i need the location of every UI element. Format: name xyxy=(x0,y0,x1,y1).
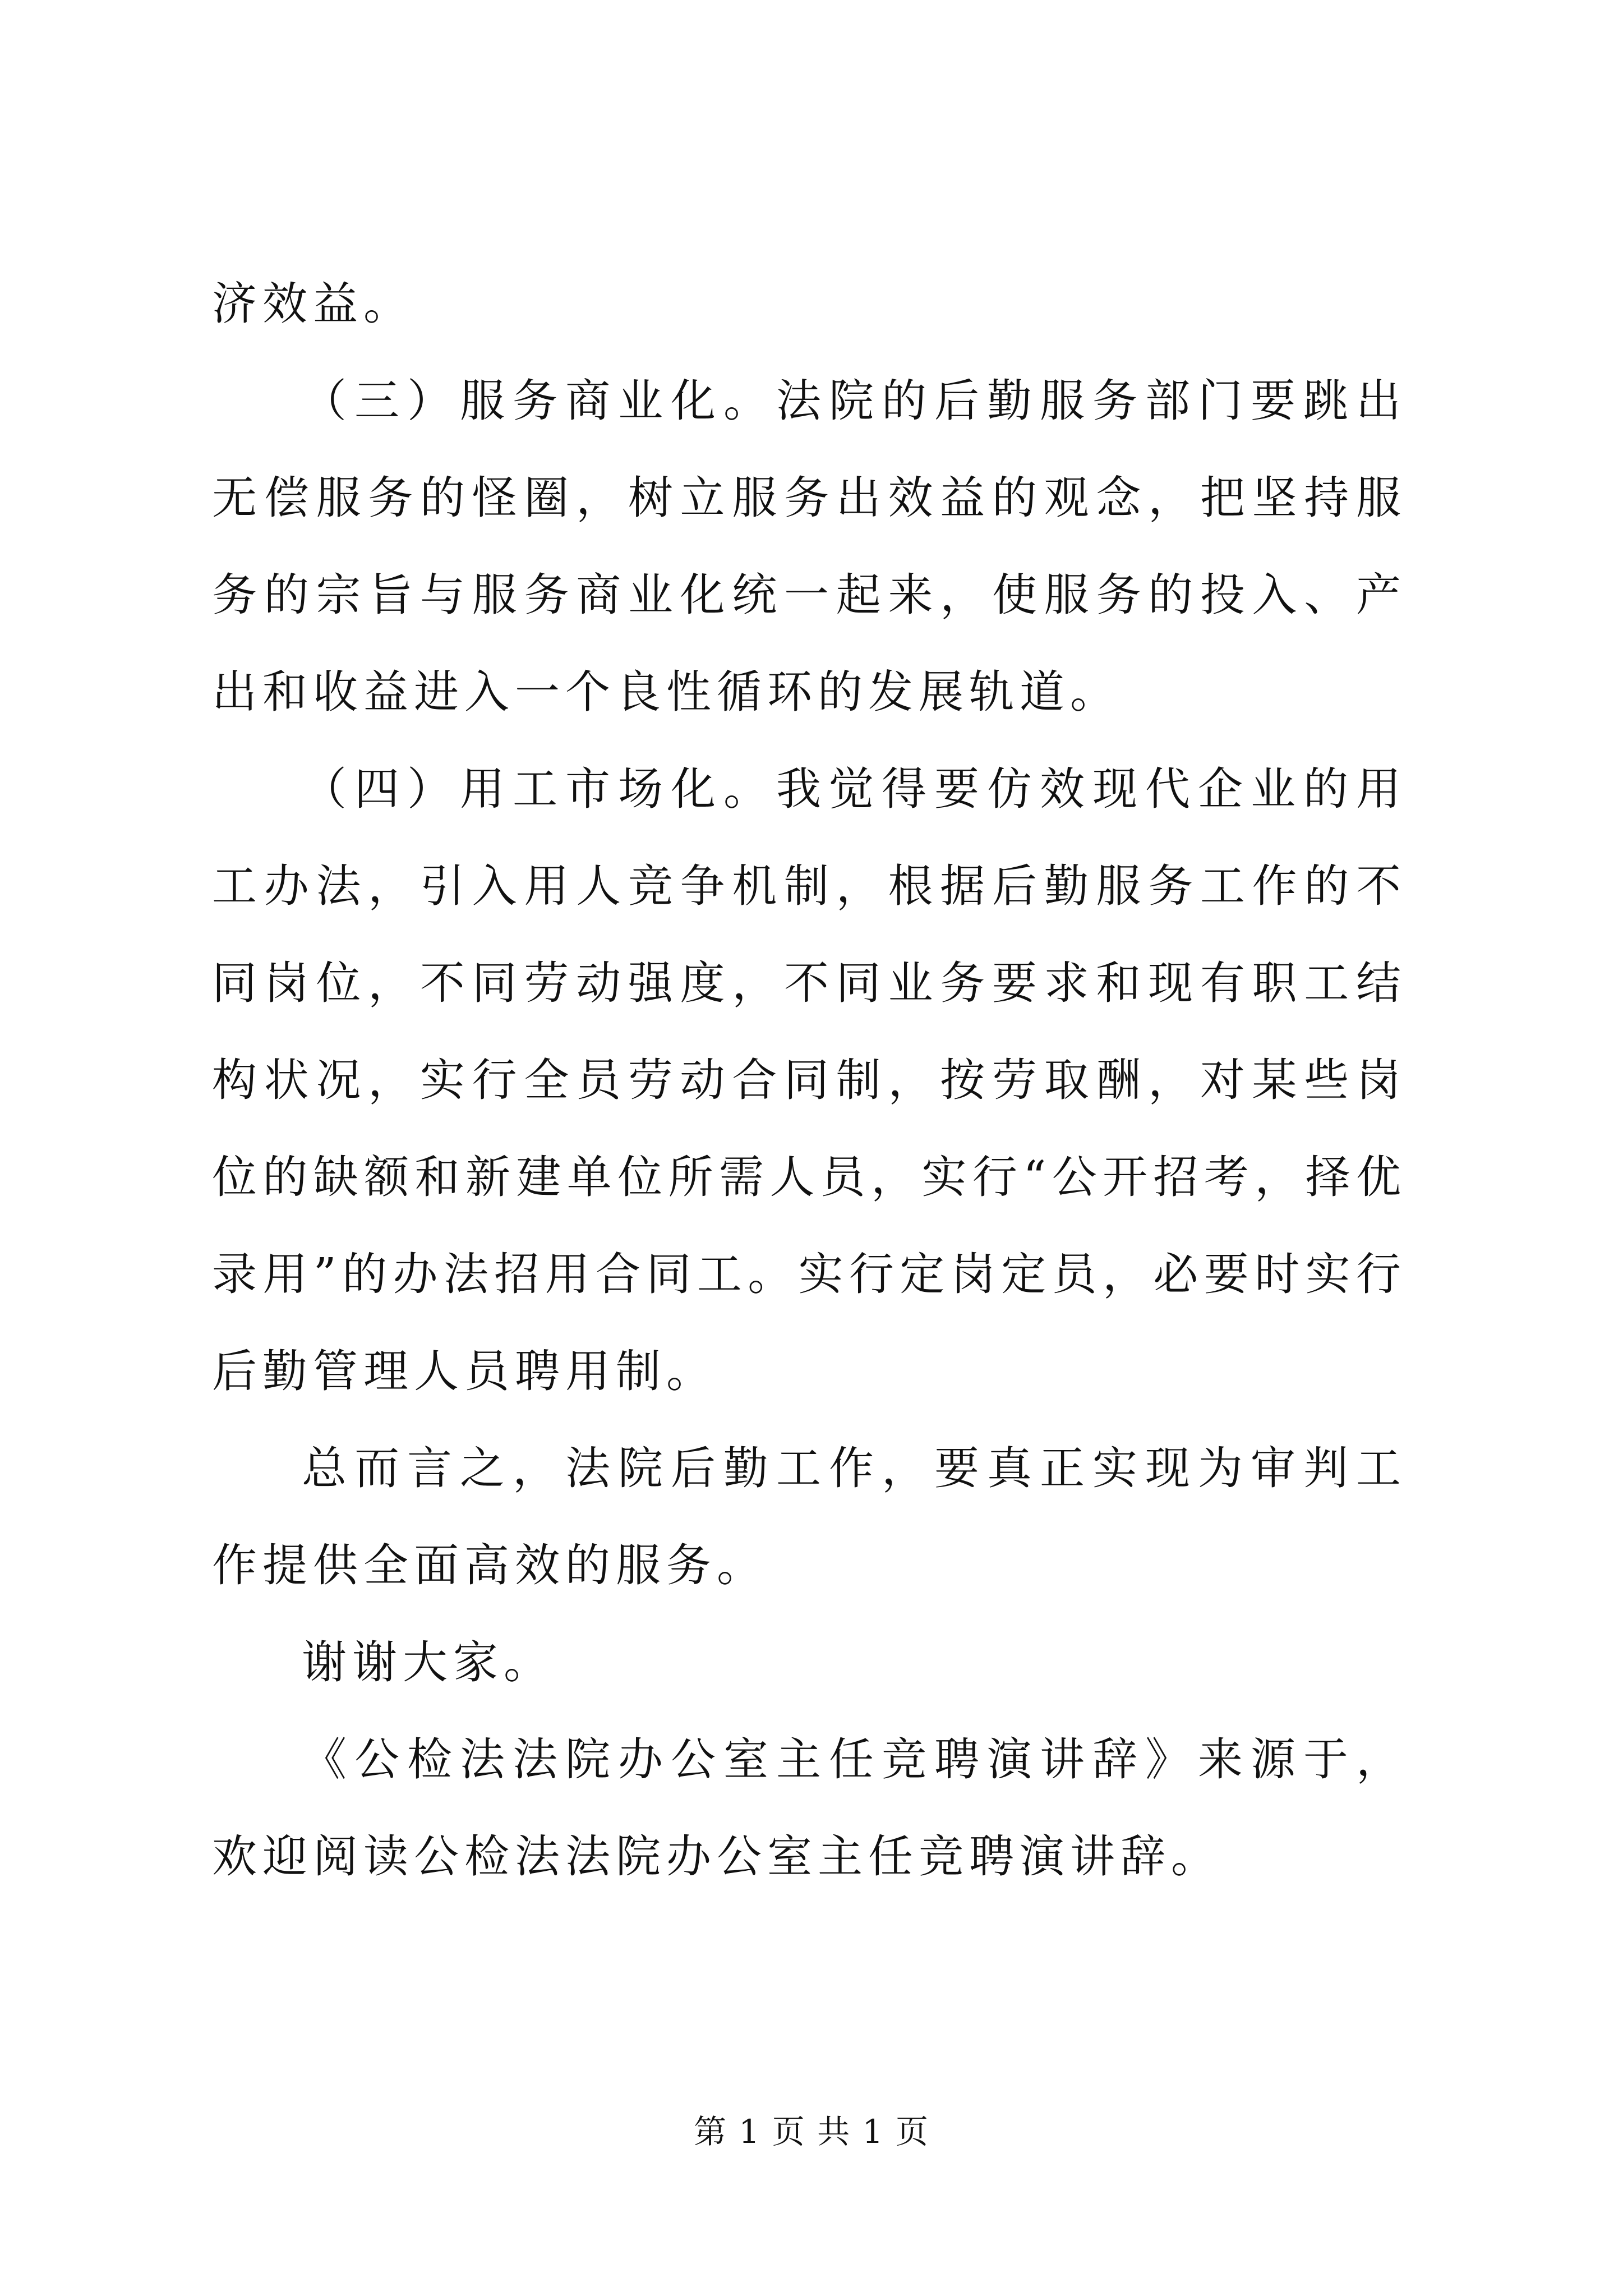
paragraph-continuation: 济效益。 xyxy=(212,278,414,330)
paragraph-source-note: 《公检法法院办公室主任竞聘演讲辞》来源于，欢迎阅读公检法法院办公室主任竞聘演讲辞。 xyxy=(212,1733,1407,1883)
paragraph-labor-marketization: （四）用工市场化。我觉得要仿效现代企业的用工办法，引入用人竞争机制，根据后勤服务工作的不同岗位，不同劳动强度，不同业务要求和现有职工结构状况，实行全员劳动合同制，按劳取酬，对某些岗位的缺额和新建单位所需人员，实行“公开招考，择优录用”的办法招用合同工。实行定岗定员，必要时实行后勤管理人员聘用制。 xyxy=(212,763,1407,1397)
paragraph-service-commercialization: （三）服务商业化。法院的后勤服务部门要跳出无偿服务的怪圈，树立服务出效益的观念，把坚持服务的宗旨与服务商业化统一起来，使服务的投入、产出和收益进入一个良性循环的发展轨道。 xyxy=(212,375,1407,718)
paragraph-thanks: 谢谢大家。 xyxy=(302,1636,554,1688)
document-body xyxy=(212,255,1407,1905)
page-footer: 第 1 页 共 1 页 xyxy=(694,2113,929,2151)
paragraph-summary: 总而言之，法院后勤工作，要真正实现为审判工作提供全面高效的服务。 xyxy=(212,1442,1407,1591)
